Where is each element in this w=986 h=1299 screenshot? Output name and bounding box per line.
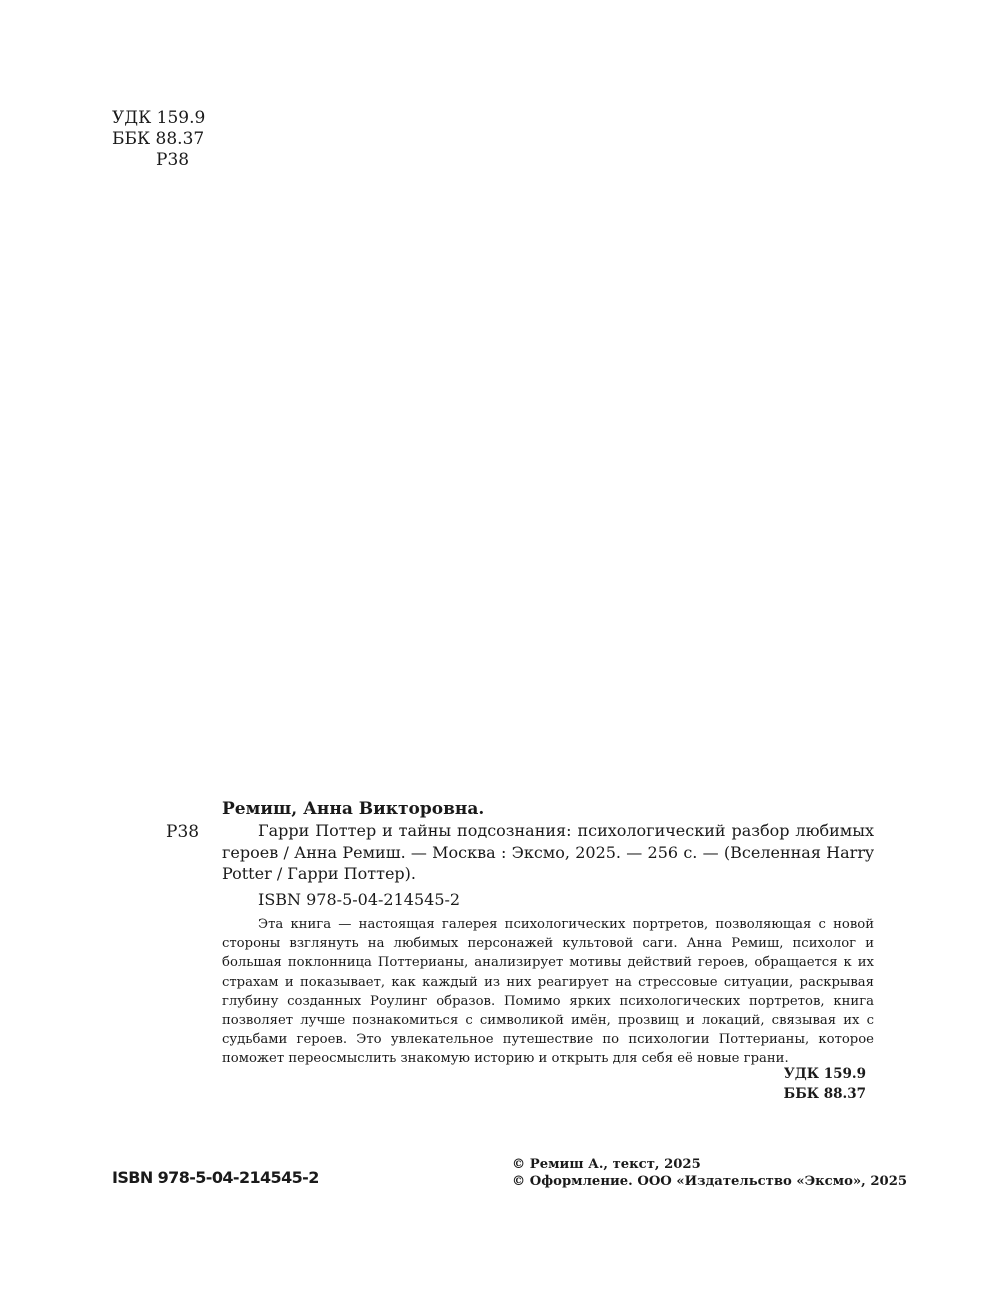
record-isbn: ISBN 978-5-04-214545-2 [258, 890, 461, 909]
classification-bbk: ББК 88.37 [112, 129, 205, 149]
annotation-udk: УДК 159.9 [783, 1066, 866, 1082]
record-author: Ремиш, Анна Викторовна. [222, 799, 485, 819]
record-author-code: Р38 [166, 822, 200, 842]
record-description: Гарри Поттер и тайны подсознания: психологический разбор любимых героев / Анна Ремиш. — Москва : Эксмо, 2025. — 256 с. — (Вселенная Harry Potter / Гарри Поттер). [222, 821, 874, 883]
footer-isbn: ISBN 978-5-04-214545-2 [112, 1168, 319, 1187]
record-annotation: Эта книга — настоящая галерея психологических портретов, позволяющая с новой стороны взглянуть на любимых персонажей культовой саги. Анна Ремиш, психолог и большая поклонница Поттерианы, анализирует мотивы действий героев, обращается к их страхам и показывает, как каждый из них реагирует на стрессовые ситуации, раскрывая глубину созданных Роулинг образов. Помимо ярких психологических портретов, книга позволяет лучше познакомиться с символикой имён, прозвищ и локаций, связывая их с судьбами героев. Это увлекательное путешествие по психологии Поттерианы, которое поможет переосмыслить знакомую историю и открыть для себя её новые грани. [222, 917, 874, 1067]
annotation-bbk: ББК 88.37 [783, 1086, 866, 1102]
classification-author-code: Р38 [156, 150, 190, 170]
copyright-design: © Оформление. ООО «Издательство «Эксмо», 2025 [512, 1174, 908, 1189]
copyright-text: © Ремиш А., текст, 2025 [512, 1157, 701, 1172]
classification-udk: УДК 159.9 [112, 108, 206, 128]
